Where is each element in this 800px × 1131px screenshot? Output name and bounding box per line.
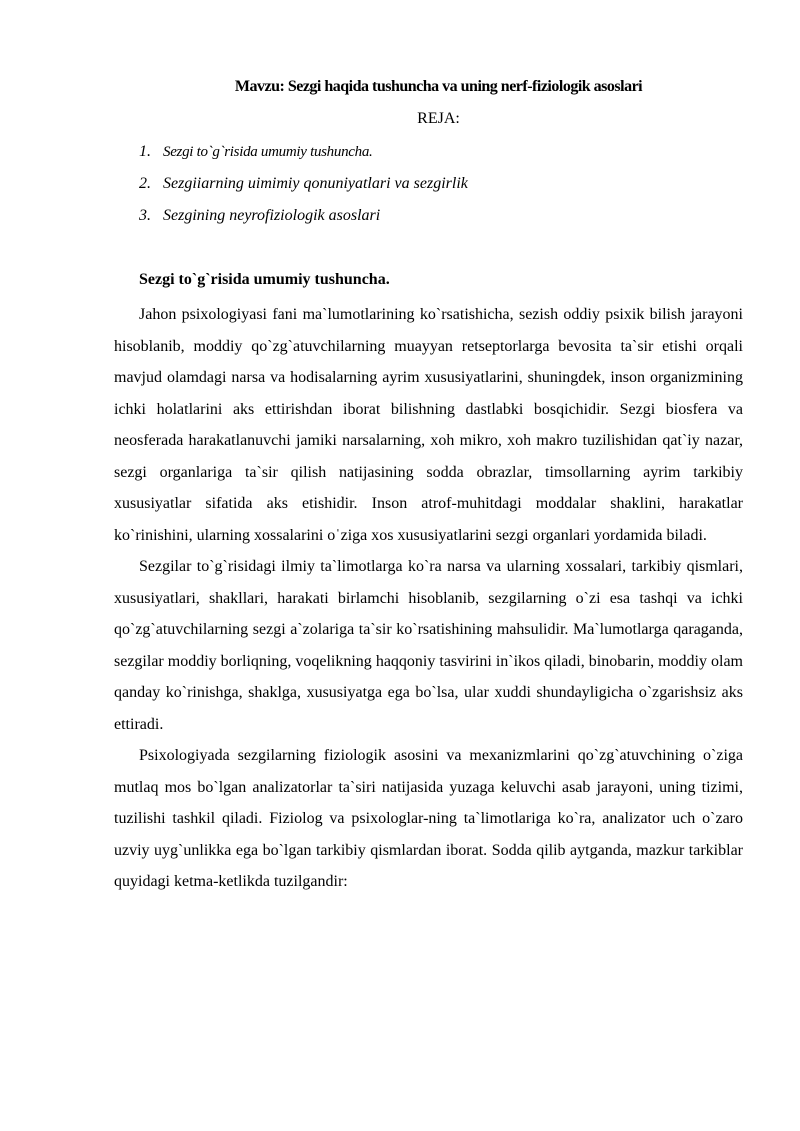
document-title: Mavzu: Sezgi haqida tushuncha va uning nerf-fiziologik asoslari xyxy=(234,78,643,95)
plan-item-text: Sezgining neyrofiziologik asoslari xyxy=(163,207,381,224)
document-page xyxy=(114,74,743,898)
plan-heading: REJA: xyxy=(417,110,460,127)
plan-item-number: 1. xyxy=(139,143,151,160)
plan-item-text: Sezgi to`g`risida umumiy tushuncha. xyxy=(163,144,373,160)
section-heading: Sezgi to`g`risida umumiy tushuncha. xyxy=(139,271,390,288)
body-paragraph: Psixologiyada sezgilarning fiziologik asosini va mexanizmlarini qo`zg`atuvchining o`ziga mutlaq mos bo`lgan analizatorlar ta`siri natijasida yuzaga keluvchi asab jarayoni, uning tizimi, tuzilishi tashkil qiladi. Fiziolog va psixologlar-ning ta`limotlariga ko`ra, analizator uch o`zaro uzviy uyg`unlikka ega bo`lgan tarkibiy qismlardan iborat. Sodda qilib aytganda, mazkur tarkiblar quyidagi ketma-ketlikda tuzilgandir: xyxy=(114,747,743,890)
plan-item-number: 2. xyxy=(139,175,151,192)
plan-list xyxy=(114,136,743,232)
plan-item xyxy=(114,168,743,200)
body-paragraph: Jahon psixologiyasi fani ma`lumotlarining ko`rsatishicha, sezish oddiy psixik bilish jarayoni hisoblanib, moddiy qo`zg`atuvchilarning muayyan retseptorlarga bevosita ta`sir etishi orqali mavjud olamdagi narsa va hodisalarning ayrim xususiyatlarini, shuningdek, inson organizmining ichki holatlarini aks ettirishdan iborat bilishning dastlabki bosqichidir. Sezgi biosfera va neosferada harakatlanuvchi jamiki narsalarning, xoh mikro, xoh makro tuzilishidan qat`iy nazar, sezgi organlariga ta`sir qilish natijasining sodda obrazlar, timsollarning ayrim tarkibiy xususiyatlar sifatida aks etishidir. Inson atrof-muhitdagi moddalar shaklini, harakatlar ko`rinishini, ularning xossalarini oˈziga xos xususiyatlarini sezgi organlari yordamida biladi. xyxy=(114,306,743,544)
body-paragraph: Sezgilar to`g`risidagi ilmiy ta`limotlarga ko`ra narsa va ularning xossalari, tarkibiy qismlari, xususiyatlari, shakllari, harakati birlamchi hisoblanib, sezgilarning o`zi esa tashqi va ichki qo`zg`atuvchilarning sezgi a`zolariga ta`sir ko`rsatishining mahsulidir. Ma`lumotlarga qaraganda, sezgilar moddiy borliqning, voqelikning haqqoniy tasvirini in`ikos qiladi, binobarin, moddiy olam qanday ko`rinishga, shaklga, xususiyatga ega bo`lsa, ular xuddi shundayligicha o`zgarishsiz aks ettiradi. xyxy=(114,558,743,733)
plan-item xyxy=(114,136,743,168)
plan-item-text: Sezgiiarning uimimiy qonuniyatlari va sezgirlik xyxy=(163,175,468,192)
plan-item xyxy=(114,200,743,232)
plan-item-number: 3. xyxy=(139,207,151,224)
